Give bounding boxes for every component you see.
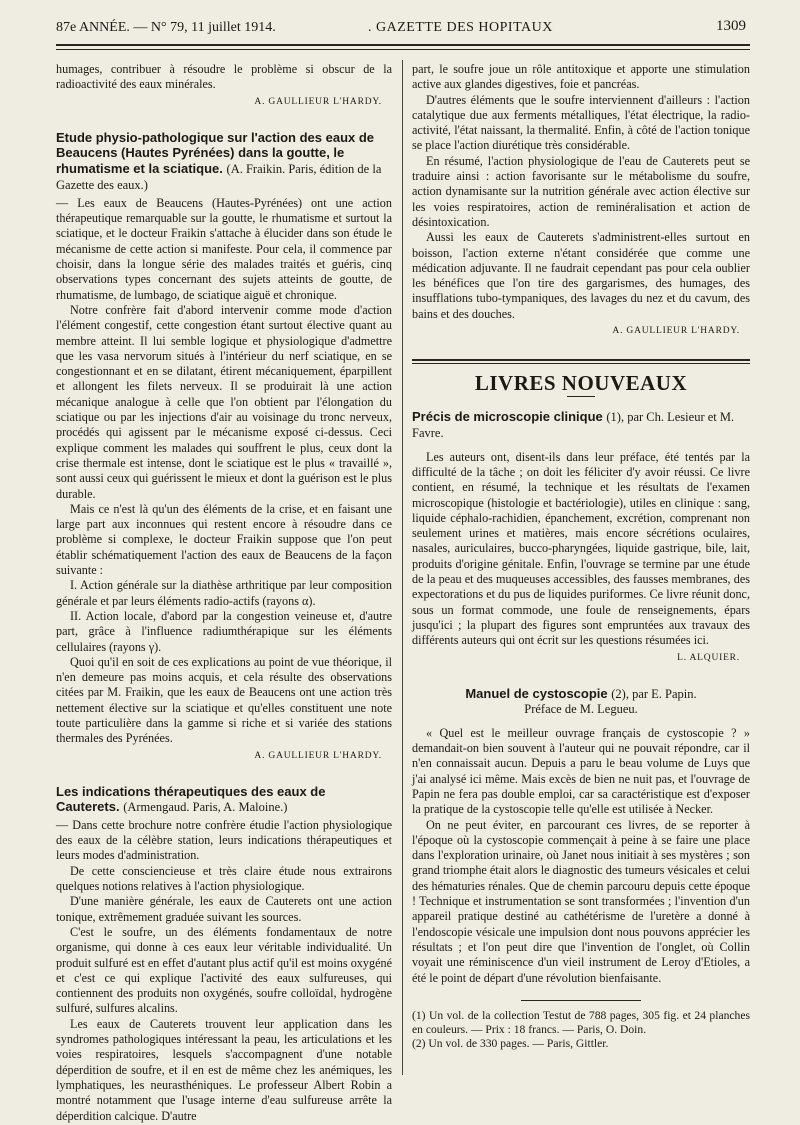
review-paragraph: II. Action locale, d'abord par la congestion veineuse et, d'autre part, grâce à l'influence radiumthérapique sur les éléments cellulaires (rayons γ). [56, 608, 392, 654]
intro-paragraph: humages, contribuer à résoudre le problème si obscur de la radioactivité des eaux minérales. [56, 62, 392, 92]
page-header [56, 20, 746, 40]
continuation-paragraph: part, le soufre joue un rôle antitoxique et apporte une stimulation active aux glandes digestives, foie et pancréas. [412, 62, 750, 92]
section-rule [412, 359, 750, 361]
review-meta: (A. Fraikin. Paris, édition de la Gazette des eaux.) [56, 161, 382, 193]
footnote: (2) Un vol. de 330 pages. — Paris, Gittler. [412, 1036, 609, 1050]
header-rule-thin [56, 49, 750, 50]
book-paragraph: « Quel est le meilleur ouvrage français de cystoscopie ? » demandait-on bien souvent à l'auteur qui ne pouvait répondre, car il n'en connaissait aucun. Depuis a paru le beau volume de Luys que j'ai analysé ici même. Mais excès de bien ne nuit pas, et l'ouvrage de Papin ne fera pas double emploi, car sa caractéristique est d'exposer la pratique de la cystoscopie telle qu'elle est utilisée à Necker. [412, 725, 750, 817]
page-number: 1309 [716, 18, 746, 34]
footnote-rule [521, 1000, 641, 1001]
review-paragraph: De cette consciencieuse et très claire étude nous extrairons quelques notions relatives à l'action physiologique. [56, 863, 392, 894]
journal-title: . GAZETTE DES HOPITAUX [368, 20, 553, 35]
review-title [56, 784, 392, 816]
book-meta: (1), par Ch. Lesieur et M. Favre. [412, 409, 735, 441]
book-meta: (2), par E. Papin. [611, 686, 697, 701]
book-subtitle: Préface de M. Legueu. [524, 702, 638, 717]
review-meta: (Armengaud. Paris, A. Maloine.) [123, 800, 288, 815]
signature: L. ALQUIER. [677, 652, 740, 663]
continuation-paragraph: D'autres éléments que le soufre interviennent d'ailleurs : l'action catalytique due aux ferments métalliques, l'état électrique, la radio-activité, l'état naissant, la thermalité. Enfin, à côté de l'action tonique se place l'action diurétique très considérable. [412, 92, 750, 153]
footnote: (1) Un vol. de la collection Testut de 788 pages, 305 fig. et 24 planches en couleurs. — Prix : 18 francs. — Paris, O. Doin. [412, 1008, 750, 1036]
issue-info: 87e ANNÉE. — N° 79, 11 juillet 1914. [56, 20, 276, 35]
review-paragraph: I. Action générale sur la diathèse arthritique par leur composition générale et par leurs éléments radio-actifs (rayons α). [56, 578, 392, 608]
header-rule [56, 44, 750, 46]
review-paragraph: — Dans cette brochure notre confrère étudie l'action physiologique des eaux de la célèbre station, leurs indications thérapeutiques et leurs modes d'administration. [56, 817, 392, 863]
review-paragraph: Quoi qu'il en soit de ces explications au point de vue théorique, il n'en demeure pas moins acquis, et cela résulte des observations citées par M. Fraikin, que les eaux de Beaucens ont une action très nettement élective sur la sciatique et qu'elles constituent une note toute particulière dans la gamme si riche et si variée des stations thermales des Pyrénées. [56, 654, 392, 746]
signature: A. GAULLIEUR L'HARDY. [254, 96, 382, 107]
review-title-text: Les indications thérapeutiques des eaux de Cauterets. [56, 783, 326, 815]
title-underline [567, 396, 595, 397]
review-paragraph: D'une manière générale, les eaux de Cauterets ont une action tonique, extrêmement graduée suivant les sources. [56, 894, 392, 924]
continuation-paragraph: En résumé, l'action physiologique de l'eau de Cauterets peut se traduire ainsi : action favorisante sur le métabolisme du soufre, action dynamisante sur la nutrition générale avec action élective sur les voies respiratoires, action de reminéralisation et action de désintoxication. [412, 153, 750, 229]
review-paragraph: — Les eaux de Beaucens (Hautes-Pyrénées) ont une action thérapeutique remarquable sur la goutte, le rhumatisme et surtout la sciatique, et le docteur Fraikin s'attache à élucider dans son étude le mécanisme de cette action si manifeste. Pour cela, il commence par choisir, dans la longue série des malades traités et guéris, cinq observations types concernant des sujets atteints de goutte, de rhumatisme, de lumbago, de sciatique aiguë et chronique. [56, 195, 392, 302]
review-paragraph: Notre confrère fait d'abord intervenir comme mode d'action l'élément congestif, cette congestion étant surtout élective quant au membre atteint. Il lui semble logique et physiologique d'admettre que les vasa nervorum situés à l'intérieur du nerf sciatique, en se congestionnant et en se dilatant, étirent mécaniquement, éparpillent et allongent les filets nerveux. Il se produirait là une action mécanique analogue à celle que l'on obtient par l'élongation du sciatique ou par les injections d'air au voisinage du tronc nerveux, procédés qui agissent par le mécanisme exposé ci-dessus. Ceci explique comment les malades qui souffrent le plus, ceux dont la crise thermale est intense, dont le sciatique est le plus « travaillé », sont aussi ceux qui guérissent le mieux et dont la guérison est le plus durable. [56, 302, 392, 501]
left-column [56, 62, 392, 1124]
continuation-paragraph: Aussi les eaux de Cauterets s'administrent-elles surtout en boisson, l'action externe n'étant considérée que comme une médication adjuvante. Il ne faudrait cependant pas pour cela oublier les bénéfices que l'on tire des gargarismes, des humages, des insufflations tubo-tympaniques, des lavages du nez et du cavum, des bains et des douches. [412, 230, 750, 321]
review-paragraph: Mais ce n'est là qu'un des éléments de la crise, et en faisant une large part aux inconnues qui restent encore à résoudre dans ce problème si complexe, le docteur Fraikin suppose que l'on peut établir schématiquement l'action des eaux de Beaucens de la façon suivante : [56, 501, 392, 578]
book-paragraph: Les auteurs ont, disent-ils dans leur préface, été tentés par la difficulté de la tâche ; on doit les féliciter d'y avoir réussi. Ce livre contient, en résumé, la technique et les résultats de l'examen microscopique (histologie et bactériologie), utiles en clinique : sang, liquide céphalo-rachidien, épanchement, excrétion, comprenant non seulement urines et matières, mais encore sécrétions oculaires, nasales, auriculaires, bucco-pharyngées, liquide gastrique, bile, lait, produits d'origine génitale. Enfin, l'ouvrage se termine par une étude de la peau et des muqueuses accessibles, des fausses membranes, des expectorations et du pus de liquides puriformes. Ce livre réunit donc, sous un format commode, une foule de renseignements, épars jusqu'ici ; la plupart des figures sont empruntées aux travaux des différents auteurs qui ont écrit sur les questions résumées ici. [412, 449, 750, 648]
column-divider [402, 60, 403, 1075]
book-title-text: Manuel de cystoscopie [465, 685, 608, 701]
book-title [412, 409, 750, 442]
section-title: LIVRES NOUVEAUX [474, 371, 688, 396]
review-paragraph: C'est le soufre, un des éléments fondamentaux de notre organisme, qui donne à ces eaux leur véritable individualité. Un produit sulfuré est en effet d'autant plus actif qu'il est moins oxygéné et c'est ce qui explique l'activité des eaux sulfureuses, qui contiennent des produits non oxygénés, soufre colloïdal, hydrogène sulfuré, sulfures alcalins. [56, 924, 392, 1016]
book-title-text: Précis de microscopie clinique [412, 408, 603, 424]
review-paragraph: Les eaux de Cauterets trouvent leur application dans les syndromes pathologiques intéressant la peau, les articulations et les voies respiratoires, lesquels s'accompagnent d'une notable déperdition de soufre, et il en est de même chez les anémiques, les lymphatiques, les neurasthéniques. Le professeur Albert Robin a montré notamment que l'usage interne d'eau sulfureuse arrête la déperdition calcique. D'autre [56, 1016, 392, 1123]
signature: A. GAULLIEUR L'HARDY. [612, 326, 740, 337]
signature: A. GAULLIEUR L'HARDY. [254, 750, 382, 761]
right-column [412, 62, 750, 1051]
book-title [412, 686, 750, 718]
review-title [56, 130, 392, 194]
section-rule-thin [412, 363, 750, 364]
review-title-text: Etude physio-pathologique sur l'action des eaux de Beaucens (Hautes Pyrénées) dans la goutte, le rhumatisme et la sciatique. [56, 129, 375, 176]
book-paragraph: On ne peut éviter, en parcourant ces livres, de se reporter à l'époque où la cystoscopie commençait à peine à se faire une place dans l'exploration urinaire, où Janet nous initiait à ses mystères ; son grand triomphe était alors le diagnostic des tumeurs vésicales et celui des hématuries rénales. Que de chemin parcouru depuis cette époque ! Technique et instrumentation se sont transformées ; l'invention d'un appareil pratique destiné au cathétérisme de l'uretère a donné à l'endoscopie vésicale une impulsion dont nous pouvons apprécier les résultats ; et l'on peut dire que l'invention de l'onglet, où Collin voyait une réminiscence d'un vieil instrument de Leroy d'Etioles, a été le point de départ d'une révolution bienfaisante. [412, 817, 750, 985]
